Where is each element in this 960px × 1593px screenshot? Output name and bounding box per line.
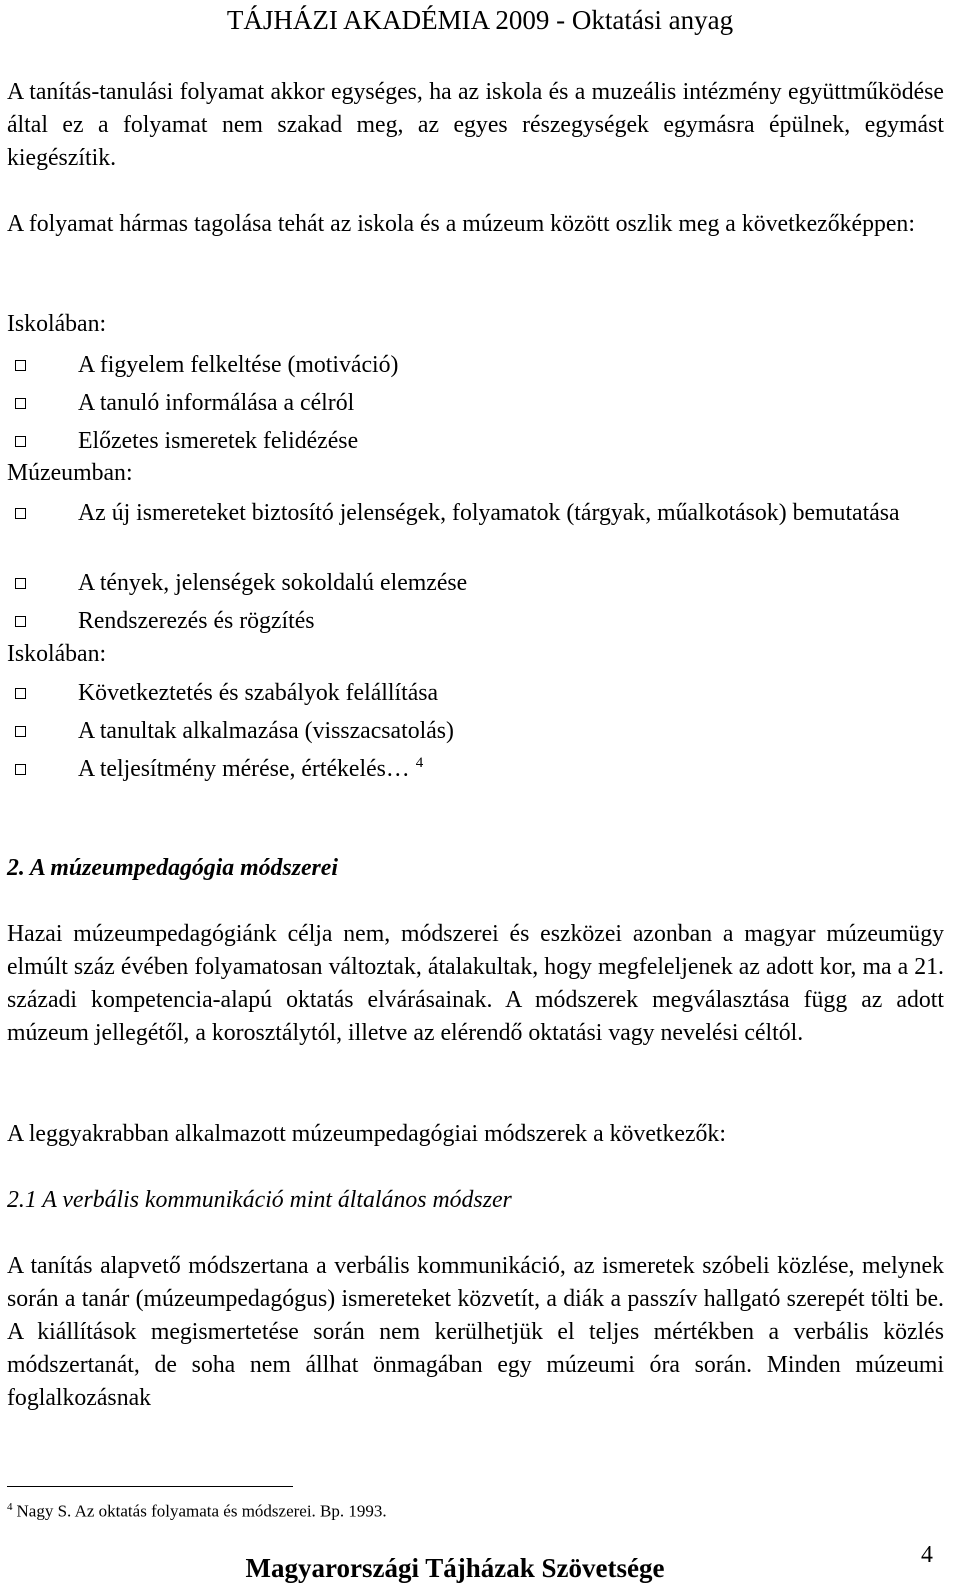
list-item-text: A tanuló informálása a célról bbox=[78, 390, 355, 416]
list-item-text: A tények, jelenségek sokoldalú elemzése bbox=[78, 570, 468, 596]
school-phase-2-label: Iskolában: bbox=[7, 641, 107, 667]
section-2-1-paragraph-1: A tanítás alapvető módszertana a verbális kommunikáció, az ismeretek szóbeli közlése, melynek során a tanár (múzeumpedagógus) ismereteket közvetít, a diák a passzív hallgató szerepét tölti be. A kiállítások megismertetése során nem kerülhetjük el teljes mértékben a verbális közlés módszertanát, de soha nem állhat önmagában egy múzeumi óra során. Minden múzeumi foglalkozásnak bbox=[7, 1253, 944, 1411]
museum-phase-item bbox=[15, 496, 945, 564]
checkbox-bullet-icon bbox=[15, 360, 26, 371]
section-2-1-heading: 2.1 A verbális kommunikáció mint általános módszer bbox=[7, 1187, 512, 1213]
intro-paragraph-1: A tanítás-tanulási folyamat akkor egységes, ha az iskola és a muzeális intézmény együttműködése által ez a folyamat nem szakad meg, az egyes részegységek egymásra épülnek, egymást kiegészítik. bbox=[7, 79, 944, 171]
list-item-text-content: A teljesítmény mérése, értékelés… bbox=[78, 756, 410, 782]
list-item-text: Következtetés és szabályok felállítása bbox=[78, 680, 439, 706]
list-item-text: Az új ismereteket biztosító jelenségek, folyamatok (tárgyak, műalkotások) bemutatása bbox=[78, 500, 900, 526]
checkbox-bullet-icon bbox=[15, 764, 26, 775]
footnote-number: 4 bbox=[7, 1501, 13, 1513]
school-phase-1-label: Iskolában: bbox=[7, 311, 107, 337]
checkbox-bullet-icon bbox=[15, 726, 26, 737]
section-2-heading: 2. A múzeumpedagógia módszerei bbox=[7, 855, 338, 881]
footnote-separator bbox=[7, 1486, 293, 1487]
museum-phase-label: Múzeumban: bbox=[7, 460, 133, 486]
checkbox-bullet-icon bbox=[15, 508, 26, 519]
list-item-text: A figyelem felkeltése (motiváció) bbox=[78, 352, 399, 378]
list-item-text bbox=[78, 752, 945, 786]
page-header-title: TÁJHÁZI AKADÉMIA 2009 - Oktatási anyag bbox=[226, 5, 734, 35]
section-2-paragraph-2: A leggyakrabban alkalmazott múzeumpedagógiai módszerek a következők: bbox=[7, 1121, 726, 1147]
footnote-text: Nagy S. Az oktatás folyamata és módszerei. Bp. 1993. bbox=[16, 1501, 387, 1521]
footnote-reference[interactable]: 4 bbox=[415, 755, 424, 772]
footnote bbox=[7, 1495, 387, 1524]
list-item-text: Előzetes ismeretek felidézése bbox=[78, 428, 359, 454]
checkbox-bullet-icon bbox=[15, 436, 26, 447]
footer-organization: Magyarországi Tájházak Szövetsége bbox=[245, 1553, 665, 1583]
section-2-paragraph-1: Hazai múzeumpedagógiánk célja nem, módszerei és eszközei azonban a magyar múzeumügy elmúlt száz évében folyamatosan változtak, átalakultak, hogy megfeleljenek az adott kor, ma a 21. századi kompetencia-alapú oktatás elvárásainak. A módszerek megválasztása függ az adott múzeum jellegétől, a korosztálytól, illetve az elérendő oktatási vagy nevelési céltól. bbox=[7, 921, 944, 1046]
checkbox-bullet-icon bbox=[15, 398, 26, 409]
intro-paragraph-2: A folyamat hármas tagolása tehát az iskola és a múzeum között oszlik meg a következőképpen: bbox=[7, 211, 915, 237]
checkbox-bullet-icon bbox=[15, 616, 26, 627]
checkbox-bullet-icon bbox=[15, 578, 26, 589]
page-number: 4 bbox=[921, 1542, 933, 1568]
list-item-text: Rendszerezés és rögzítés bbox=[78, 608, 315, 634]
list-item-text: A tanultak alkalmazása (visszacsatolás) bbox=[78, 718, 454, 744]
checkbox-bullet-icon bbox=[15, 688, 26, 699]
